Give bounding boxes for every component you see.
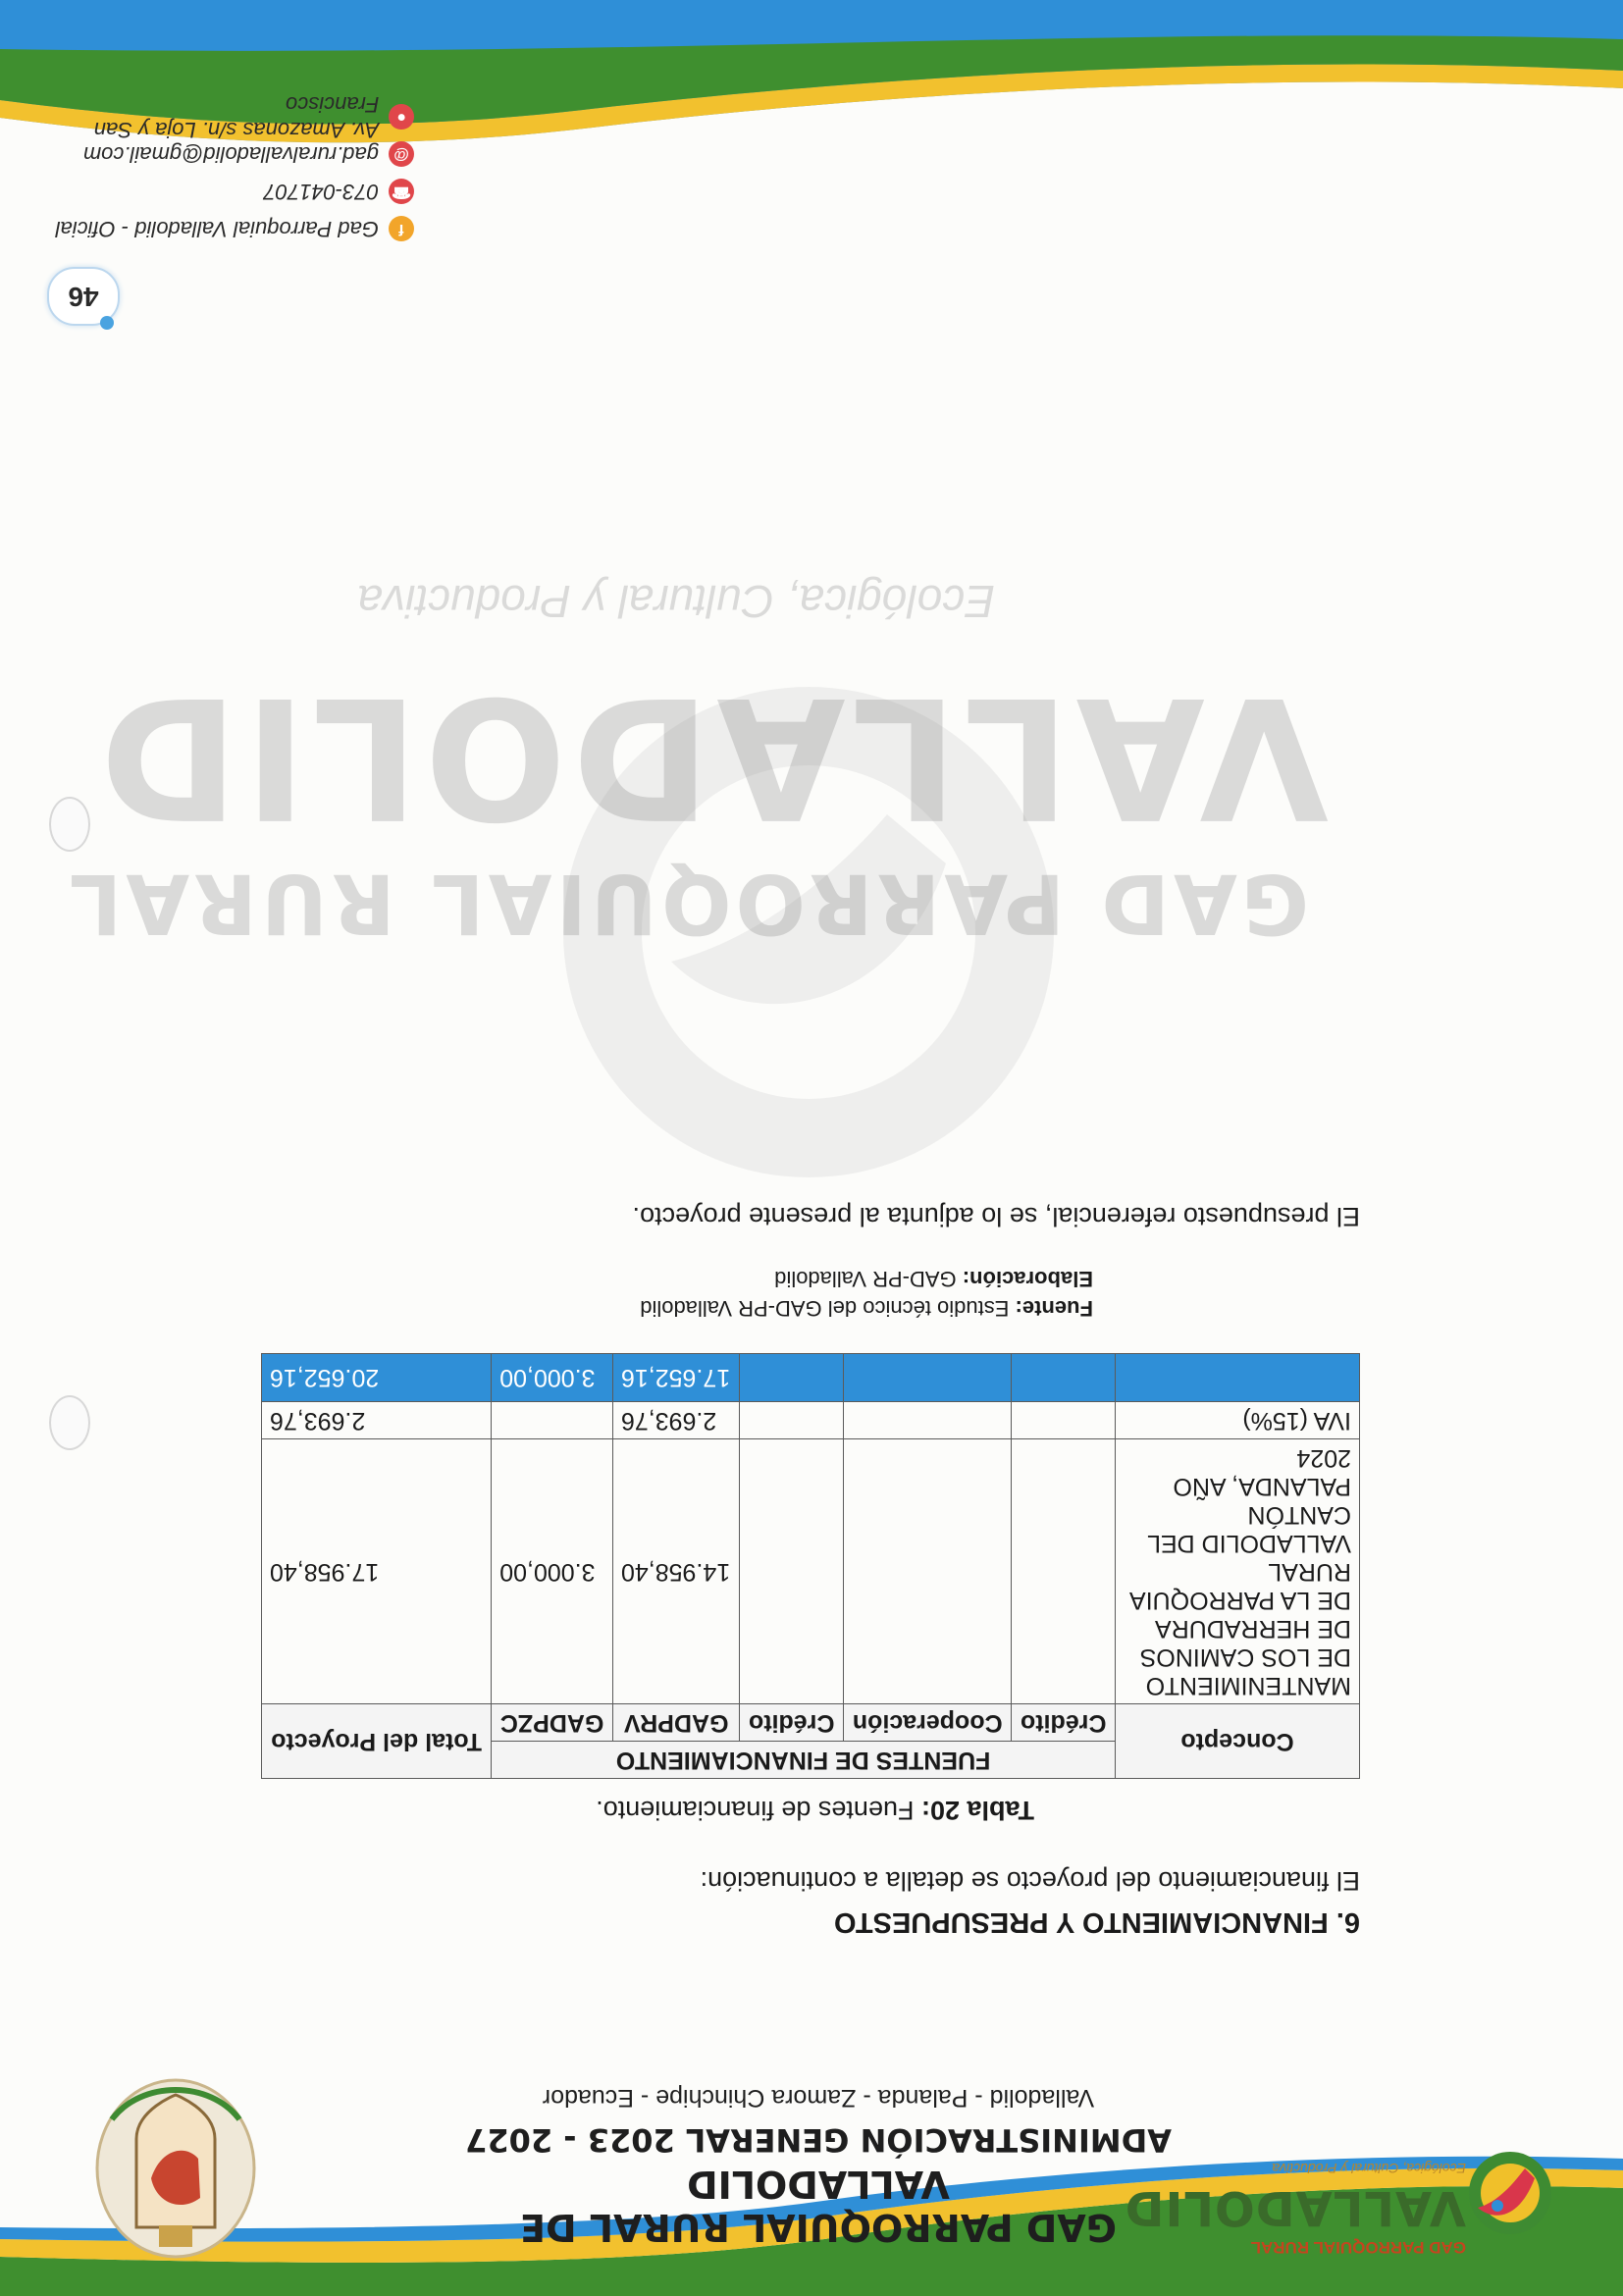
header-subtitle: ADMINISTRACIÓN GENERAL 2023 - 2027 bbox=[465, 2121, 1172, 2159]
punch-hole bbox=[49, 797, 90, 852]
elaboration-text: GAD-PR Valladolid bbox=[774, 1267, 963, 1291]
table-row bbox=[262, 1439, 1360, 1704]
total-value bbox=[843, 1354, 1011, 1402]
concept-header: Concepto bbox=[1116, 1704, 1360, 1779]
punch-hole bbox=[49, 1395, 90, 1450]
subheader-cooperacion: Cooperación bbox=[843, 1704, 1011, 1742]
total-value bbox=[740, 1354, 844, 1402]
page-number-dot bbox=[100, 316, 114, 330]
table-caption bbox=[596, 1795, 1034, 1825]
table-caption-text: Fuentes de financiamiento. bbox=[596, 1796, 921, 1825]
subheader-gadpzc: GADPZC bbox=[492, 1704, 613, 1742]
bird-emblem-icon bbox=[1466, 2139, 1554, 2247]
table-caption-label: Tabla 20: bbox=[920, 1796, 1034, 1825]
table-source bbox=[640, 1264, 1093, 1323]
phone-icon: ☎ bbox=[389, 179, 414, 204]
total-row-label bbox=[1116, 1354, 1360, 1402]
contact-email bbox=[0, 137, 414, 171]
sources-header: FUENTES DE FINANCIAMIENTO bbox=[492, 1742, 1116, 1779]
row-value bbox=[1012, 1402, 1116, 1439]
table-total-row bbox=[262, 1354, 1360, 1402]
contact-text: Av. Amazonas s/n. Loja y San Francisco bbox=[93, 92, 380, 142]
total-header: Total del Proyecto bbox=[262, 1704, 492, 1779]
section-title: 6. FINANCIAMIENTO Y PRESUPUESTO bbox=[833, 1906, 1360, 1938]
row-value-gadprv: 14.958,40 bbox=[612, 1439, 739, 1704]
row-value-gadpzc: 3.000,00 bbox=[492, 1439, 613, 1704]
row-concept: MANTENIMIENTO DE LOS CAMINOS DE HERRADURA DE LA PARROQUIA RURAL VALLADOLID DEL CANTÓN PALANDA, AÑO 2024 bbox=[1116, 1439, 1360, 1704]
row-value-gadpzc bbox=[492, 1402, 613, 1439]
row-value bbox=[740, 1439, 844, 1704]
contact-address bbox=[0, 92, 414, 142]
contact-text: Gad Parroquial Valladolid - Oficial bbox=[55, 217, 379, 241]
source-text: Estudio técnico del GAD-PR Valladolid bbox=[640, 1296, 1016, 1321]
contact-facebook bbox=[0, 212, 414, 245]
closing-paragraph: El presupuesto referencial, se lo adjunta al presente proyecto. bbox=[632, 1202, 1360, 1231]
logo-tagline: Ecológica, Cultural y Productiva bbox=[1272, 2161, 1466, 2176]
intro-paragraph: El financiamiento del proyecto se detalla a continuación: bbox=[700, 1866, 1360, 1896]
row-value bbox=[843, 1439, 1011, 1704]
logo-subtitle: GAD PARROQUIAL RURAL bbox=[1250, 2238, 1466, 2257]
subheader-credito-2: Crédito bbox=[740, 1704, 844, 1742]
contact-text: 073-041707 bbox=[263, 180, 379, 204]
page-number: 46 bbox=[47, 267, 120, 326]
watermark-line3: Ecológica, Cultural y Productiva bbox=[357, 576, 995, 627]
total-value-gadprv: 17.652,16 bbox=[612, 1354, 739, 1402]
contact-phone bbox=[0, 175, 414, 208]
total-value-gadpzc: 3.000,00 bbox=[492, 1354, 613, 1402]
footer-contacts bbox=[0, 92, 414, 245]
elaboration-label: Elaboración: bbox=[962, 1267, 1093, 1291]
email-icon: @ bbox=[389, 141, 414, 167]
location-icon: ● bbox=[389, 104, 414, 130]
logo-title: VALLADOLID bbox=[1124, 2180, 1466, 2235]
contact-text: gad.ruralvalladolid@gmail.com bbox=[82, 142, 379, 167]
row-value bbox=[1012, 1439, 1116, 1704]
row-concept: IVA (15%) bbox=[1116, 1402, 1360, 1439]
subheader-credito-1: Crédito bbox=[1012, 1704, 1116, 1742]
total-value bbox=[1012, 1354, 1116, 1402]
row-total: 2.693,76 bbox=[262, 1402, 492, 1439]
header-titles bbox=[445, 2083, 1191, 2249]
watermark-line2: VALLADOLID bbox=[93, 659, 1329, 854]
row-total: 17.958,40 bbox=[262, 1439, 492, 1704]
facebook-icon: f bbox=[389, 216, 414, 241]
financing-table bbox=[261, 1353, 1360, 1779]
table-row bbox=[262, 1402, 1360, 1439]
row-value bbox=[740, 1402, 844, 1439]
header-location: Valladolid - Palanda - Zamora Chinchipe - Ecuador bbox=[542, 2084, 1095, 2112]
header-title: GAD PARROQUIAL RURAL DE VALLADOLID bbox=[520, 2163, 1117, 2249]
row-value-gadprv: 2.693,76 bbox=[612, 1402, 739, 1439]
watermark-line1: GAD PARROQUIAL RURAL bbox=[65, 856, 1309, 952]
grand-total: 20.652,16 bbox=[262, 1354, 492, 1402]
source-label: Fuente: bbox=[1015, 1296, 1093, 1321]
parish-crest-icon bbox=[82, 2070, 269, 2267]
row-value bbox=[843, 1402, 1011, 1439]
subheader-gadprv: GADPRV bbox=[612, 1704, 739, 1742]
